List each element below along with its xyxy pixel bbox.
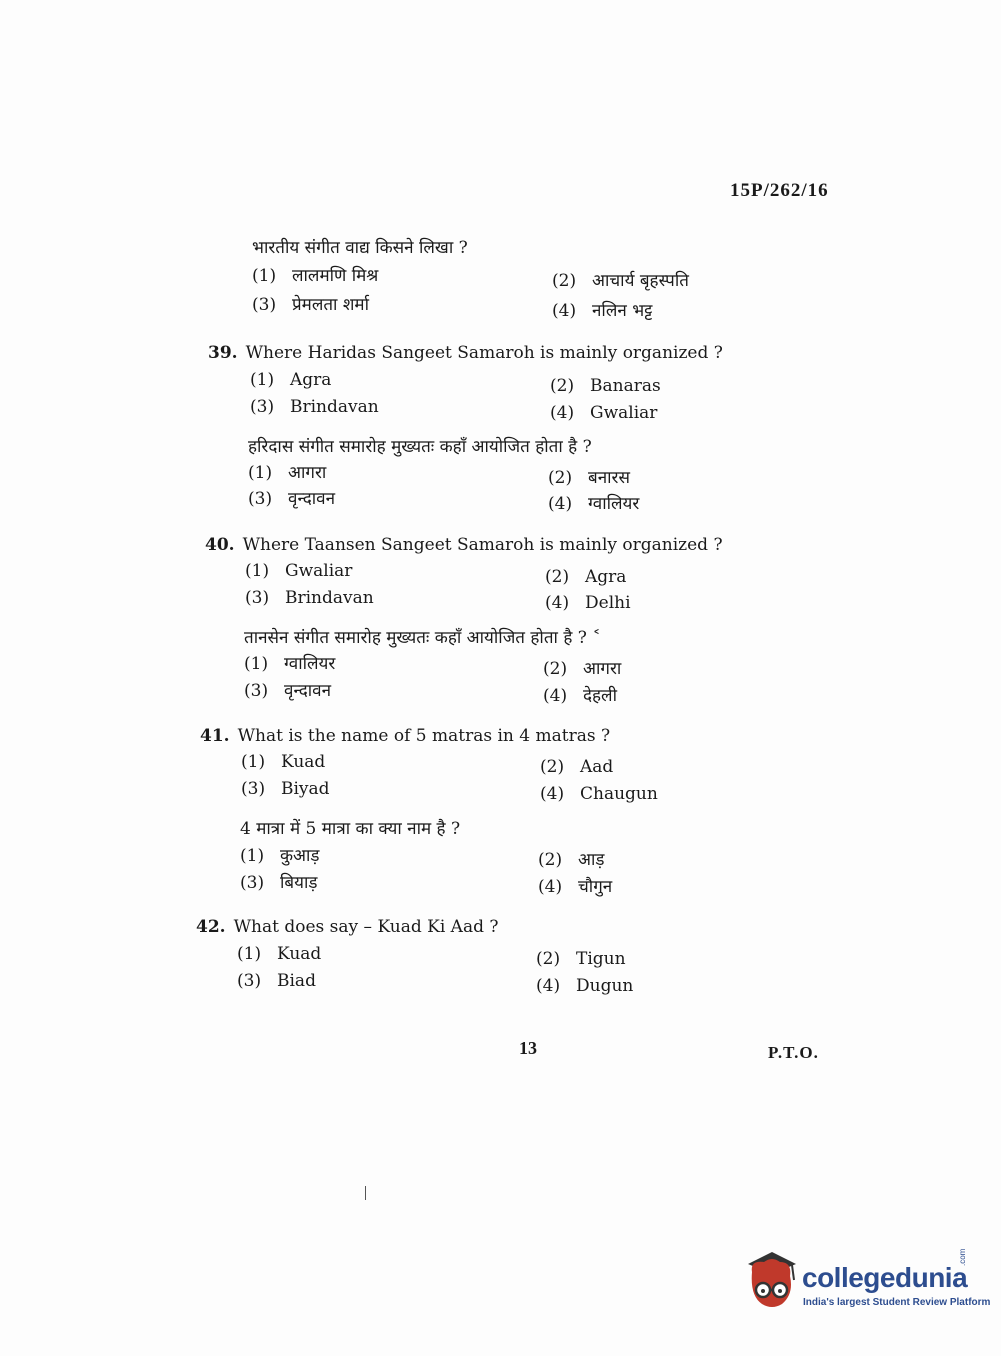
q39-option-2-hi: (2) बनारस (548, 468, 630, 488)
q39-option-3-hi: (3) वृन्दावन (248, 489, 336, 509)
brand-dotcom: .com (958, 1248, 967, 1266)
q42-option-1-en: (1) Kuad (237, 944, 322, 964)
q38-question-hi: भारतीय संगीत वाद्य किसने लिखा ? (252, 238, 468, 258)
q40-option-3-en: (3) Brindavan (245, 588, 374, 608)
q41-option-3-hi: (3) बियाड़ (240, 873, 318, 893)
mascot-icon (742, 1250, 800, 1314)
q40-option-4-en: (4) Delhi (545, 593, 631, 613)
collegedunia-watermark (742, 1248, 991, 1318)
q39-option-4-en: (4) Gwaliar (550, 403, 658, 423)
page-number: 13 (519, 1038, 537, 1058)
q38-option-3-hi: (3) प्रेमलता शर्मा (252, 295, 369, 315)
scan-mark (365, 1186, 366, 1200)
q39-option-2-en: (2) Banaras (550, 376, 661, 396)
q41-option-2-hi: (2) आड़ (538, 850, 605, 870)
q40-question-hi: तानसेन संगीत समारोह मुख्यतः कहाँ आयोजित होता है ? ˂ (244, 628, 601, 648)
q39-question-en: 39. Where Haridas Sangeet Samaroh is mainly organized ? (208, 343, 723, 363)
q42-question-en: 42. What does say – Kuad Ki Aad ? (196, 917, 499, 937)
q40-option-2-hi: (2) आगरा (543, 659, 622, 679)
brand-name: collegedunia (802, 1262, 968, 1293)
q39-option-3-en: (3) Brindavan (250, 397, 379, 417)
q41-option-1-hi: (1) कुआड़ (240, 846, 320, 866)
q39-question-hi: हरिदास संगीत समारोह मुख्यतः कहाँ आयोजित होता है ? (248, 437, 592, 457)
q41-question-hi: 4 मात्रा में 5 मात्रा का क्या नाम है ? (240, 819, 461, 839)
q41-option-4-hi: (4) चौगुन (538, 877, 613, 897)
q42-option-2-en: (2) Tigun (536, 949, 626, 969)
q40-question-en: 40. Where Taansen Sangeet Samaroh is mainly organized ? (205, 535, 723, 555)
paper-code: 15P/262/16 (730, 180, 829, 201)
q39-option-1-en: (1) Agra (250, 370, 332, 390)
q41-option-4-en: (4) Chaugun (540, 784, 658, 804)
q41-question-en: 41. What is the name of 5 matras in 4 matras ? (200, 726, 611, 746)
q38-option-2-hi: (2) आचार्य बृहस्पति (552, 271, 689, 291)
q40-option-2-en: (2) Agra (545, 567, 627, 587)
q40-option-4-hi: (4) देहली (543, 686, 617, 706)
q39-option-4-hi: (4) ग्वालियर (548, 494, 640, 514)
brand-tagline: India's largest Student Review Platform (803, 1297, 991, 1308)
q41-option-3-en: (3) Biyad (241, 779, 330, 799)
q38-option-4-hi: (4) नलिन भट्ट (552, 301, 653, 321)
q41-option-1-en: (1) Kuad (241, 752, 326, 772)
q41-option-2-en: (2) Aad (540, 757, 614, 777)
q40-option-1-en: (1) Gwaliar (245, 561, 353, 581)
q40-option-3-hi: (3) वृन्दावन (244, 681, 332, 701)
q42-option-3-en: (3) Biad (237, 971, 316, 991)
q39-option-1-hi: (1) आगरा (248, 463, 327, 483)
q42-option-4-en: (4) Dugun (536, 976, 634, 996)
q38-option-1-hi: (1) लालमणि मिश्र (252, 266, 379, 286)
pto-label: P.T.O. (768, 1043, 819, 1062)
q40-option-1-hi: (1) ग्वालियर (244, 654, 336, 674)
